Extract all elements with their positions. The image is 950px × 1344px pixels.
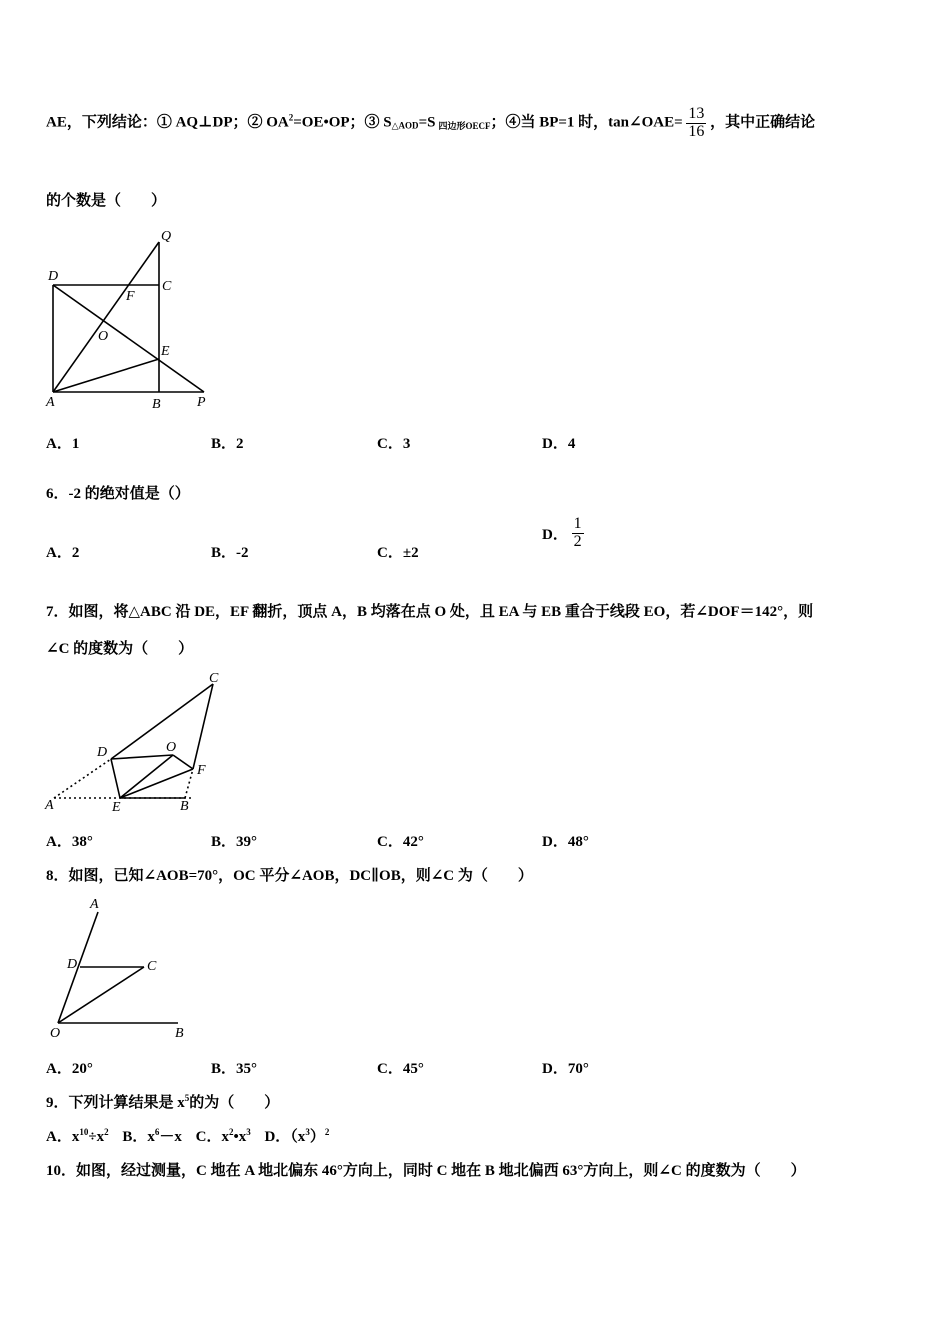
q9-option-a[interactable]: A．$x^{10}\div x^2$ [46, 1127, 109, 1145]
label-f: F [126, 289, 135, 304]
q5-stem-line2: 的个数是（ ） [46, 193, 167, 209]
fold-bf [185, 769, 193, 798]
q9-options [46, 1125, 329, 1146]
q8-figure-angle [40, 894, 200, 1044]
label-o: O [166, 740, 177, 755]
label-d: D [97, 745, 108, 760]
segment-eo [120, 755, 173, 798]
label-e: E [112, 800, 121, 815]
q8-option-c[interactable]: C．45° [377, 1061, 424, 1077]
segment-ae [53, 359, 159, 392]
q6-option-b[interactable]: B．-2 [211, 545, 249, 561]
segment-oc [58, 967, 144, 1023]
label-c: C [162, 279, 172, 294]
q8-option-b[interactable]: B．35° [211, 1061, 258, 1077]
segment-de [111, 759, 120, 798]
label-c: C [147, 959, 157, 974]
q8-option-d[interactable]: D．70° [542, 1061, 589, 1077]
q5-option-a[interactable]: A．1 [46, 436, 80, 452]
fold-ad [54, 759, 111, 798]
label-c: C [209, 671, 219, 686]
q6-half-fraction: $\frac{1}{2}$ [573, 515, 582, 550]
label-q: Q [161, 229, 172, 244]
q5-option-b[interactable]: B．2 [211, 436, 244, 452]
q9-stem: 9．下列计算结果是 $x^5$的为（ ） [46, 1093, 280, 1111]
q6-option-a[interactable]: A．2 [46, 545, 80, 561]
label-b: B [180, 799, 189, 814]
q8-option-a[interactable]: A．20° [46, 1061, 93, 1077]
q6-stem: 6．-2 的绝对值是（） [46, 486, 190, 502]
q7-stem-line2: ∠C 的度数为（ ） [46, 641, 194, 657]
q8-stem: 8．如图，已知∠AOB=70°，OC 平分∠AOB，DC∥OB，则∠C 为（ ） [46, 868, 533, 884]
label-b: B [152, 397, 161, 412]
q5-option-c[interactable]: C．3 [377, 436, 411, 452]
q7-option-b[interactable]: B．39° [211, 834, 258, 850]
q9-option-c[interactable]: C．$x^2•x^3$ [195, 1127, 251, 1145]
label-a: A [90, 897, 99, 912]
q7-stem-line1: 7．如图，将△ABC 沿 DE，EF 翻折，顶点 A，B 均落在点 O 处，且 EA 与 EB 重合于线段 EO，若∠DOF＝142°，则 [46, 604, 814, 620]
label-o: O [98, 329, 109, 344]
q6-option-c[interactable]: C．±2 [377, 545, 419, 561]
q9-option-b[interactable]: B．$x^6-x$ [122, 1127, 182, 1145]
label-b: B [175, 1026, 184, 1041]
segment-of [173, 755, 193, 769]
label-a: A [46, 395, 55, 410]
q6-option-d[interactable]: D． $\frac{1}{2}$ [542, 515, 582, 550]
segment-ef [120, 769, 193, 798]
q5-figure-square [40, 222, 220, 414]
q7-option-a[interactable]: A．38° [46, 834, 93, 850]
label-e: E [161, 344, 170, 359]
segment-do [111, 755, 173, 759]
label-o: O [50, 1026, 61, 1041]
label-p: P [197, 395, 206, 410]
label-d: D [67, 957, 78, 972]
q7-option-c[interactable]: C．42° [377, 834, 424, 850]
q7-option-d[interactable]: D．48° [542, 834, 589, 850]
q9-option-d[interactable]: D．$(x^3)^2$ [264, 1127, 330, 1145]
label-f: F [197, 763, 206, 778]
label-d: D [48, 269, 59, 284]
q5-option-d[interactable]: D．4 [542, 436, 576, 452]
q5-tan-fraction: $\frac{13}{16}$ [688, 105, 705, 140]
segment-aq [53, 242, 159, 392]
q7-figure-triangle [40, 668, 240, 816]
q5-stem-line1: AE，下列结论：① AQ⊥DP；② $OA^2=OE•OP$；③ $S_{\triangle AOD}=S$ $_{四边形OECF}$；④当 BP=1 时，tan∠OAE= $\frac{13}{16}$ ，其中正确结论 [46, 105, 816, 140]
label-a: A [45, 798, 54, 813]
q10-stem: 10．如图，经过测量，C 地在 A 地北偏东 46°方向上，同时 C 地在 B 地北偏西 63°方向上，则∠C 的度数为（ ） [46, 1163, 806, 1179]
